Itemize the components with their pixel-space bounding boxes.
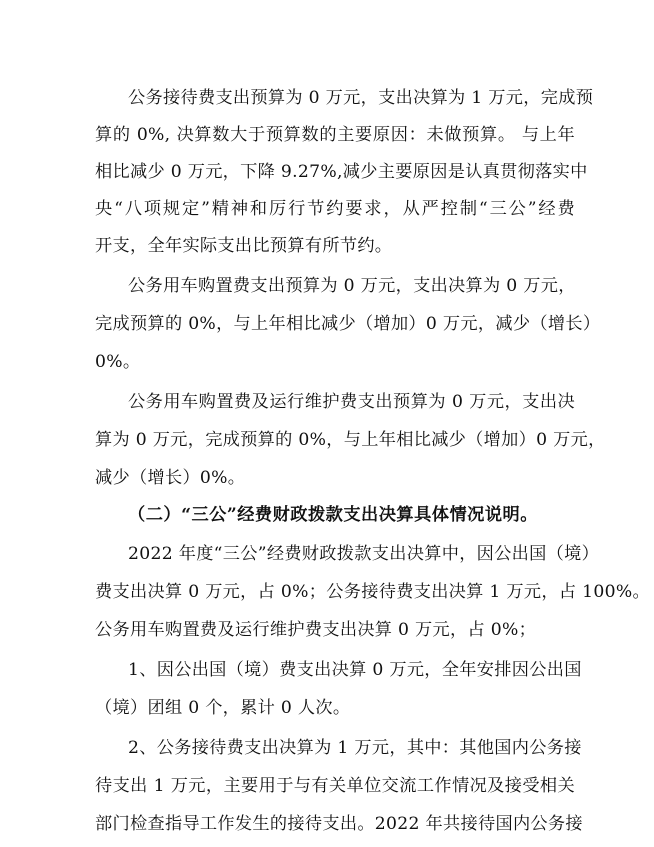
paragraph-4-line-1: 2022 年度“三公”经费财政拨款支出决算中，因公出国（境） <box>128 544 600 564</box>
paragraph-4-line-2: 费支出决算 0 万元，占 0%；公务接待费支出决算 1 万元，占 100%。 <box>95 582 650 602</box>
paragraph-2-line-1: 公务用车购置费支出预算为 0 万元，支出决算为 0 万元， <box>128 276 576 296</box>
paragraph-1-line-4: 央“八项规定”精神和厉行节约要求，从严控制“三公”经费 <box>95 199 575 219</box>
paragraph-6-line-3: 部门检查指导工作发生的接待支出。2022 年共接待国内公务接 <box>95 814 583 834</box>
paragraph-5-line-1: 1、因公出国（境）费支出决算 0 万元，全年安排因公出国 <box>128 660 582 680</box>
paragraph-2-line-2: 完成预算的 0%，与上年相比减少（增加）0 万元，减少（增长） <box>95 314 601 334</box>
paragraph-3-line-2: 算为 0 万元，完成预算的 0%，与上年相比减少（增加）0 万元， <box>95 430 606 450</box>
paragraph-3-line-3: 减少（增长）0%。 <box>95 468 246 488</box>
paragraph-3-line-1: 公务用车购置费及运行维护费支出预算为 0 万元，支出决 <box>128 392 575 412</box>
paragraph-1-line-1: 公务接待费支出预算为 0 万元，支出决算为 1 万元，完成预 <box>128 88 594 108</box>
paragraph-2-line-3: 0%。 <box>95 352 141 372</box>
paragraph-6-line-2: 待支出 1 万元，主要用于与有关单位交流工作情况及接受相关 <box>95 776 575 796</box>
paragraph-1-line-2: 算的 0%, 决算数大于预算数的主要原因：未做预算。 与上年 <box>95 125 575 145</box>
paragraph-4-line-3: 公务用车购置费及运行维护费支出决算 0 万元，占 0%； <box>95 620 537 640</box>
paragraph-1-line-5: 开支，全年实际支出比预算有所节约。 <box>95 236 393 256</box>
paragraph-5-line-2: （境）团组 0 个，累计 0 人次。 <box>95 698 351 718</box>
section-heading: （二）“三公”经费财政拨款支出决算具体情况说明。 <box>128 505 538 525</box>
paragraph-1-line-3: 相比减少 0 万元，下降 9.27%,减少主要原因是认真贯彻落实中 <box>95 162 588 182</box>
paragraph-6-line-1: 2、公务接待费支出决算为 1 万元，其中：其他国内公务接 <box>128 738 582 758</box>
